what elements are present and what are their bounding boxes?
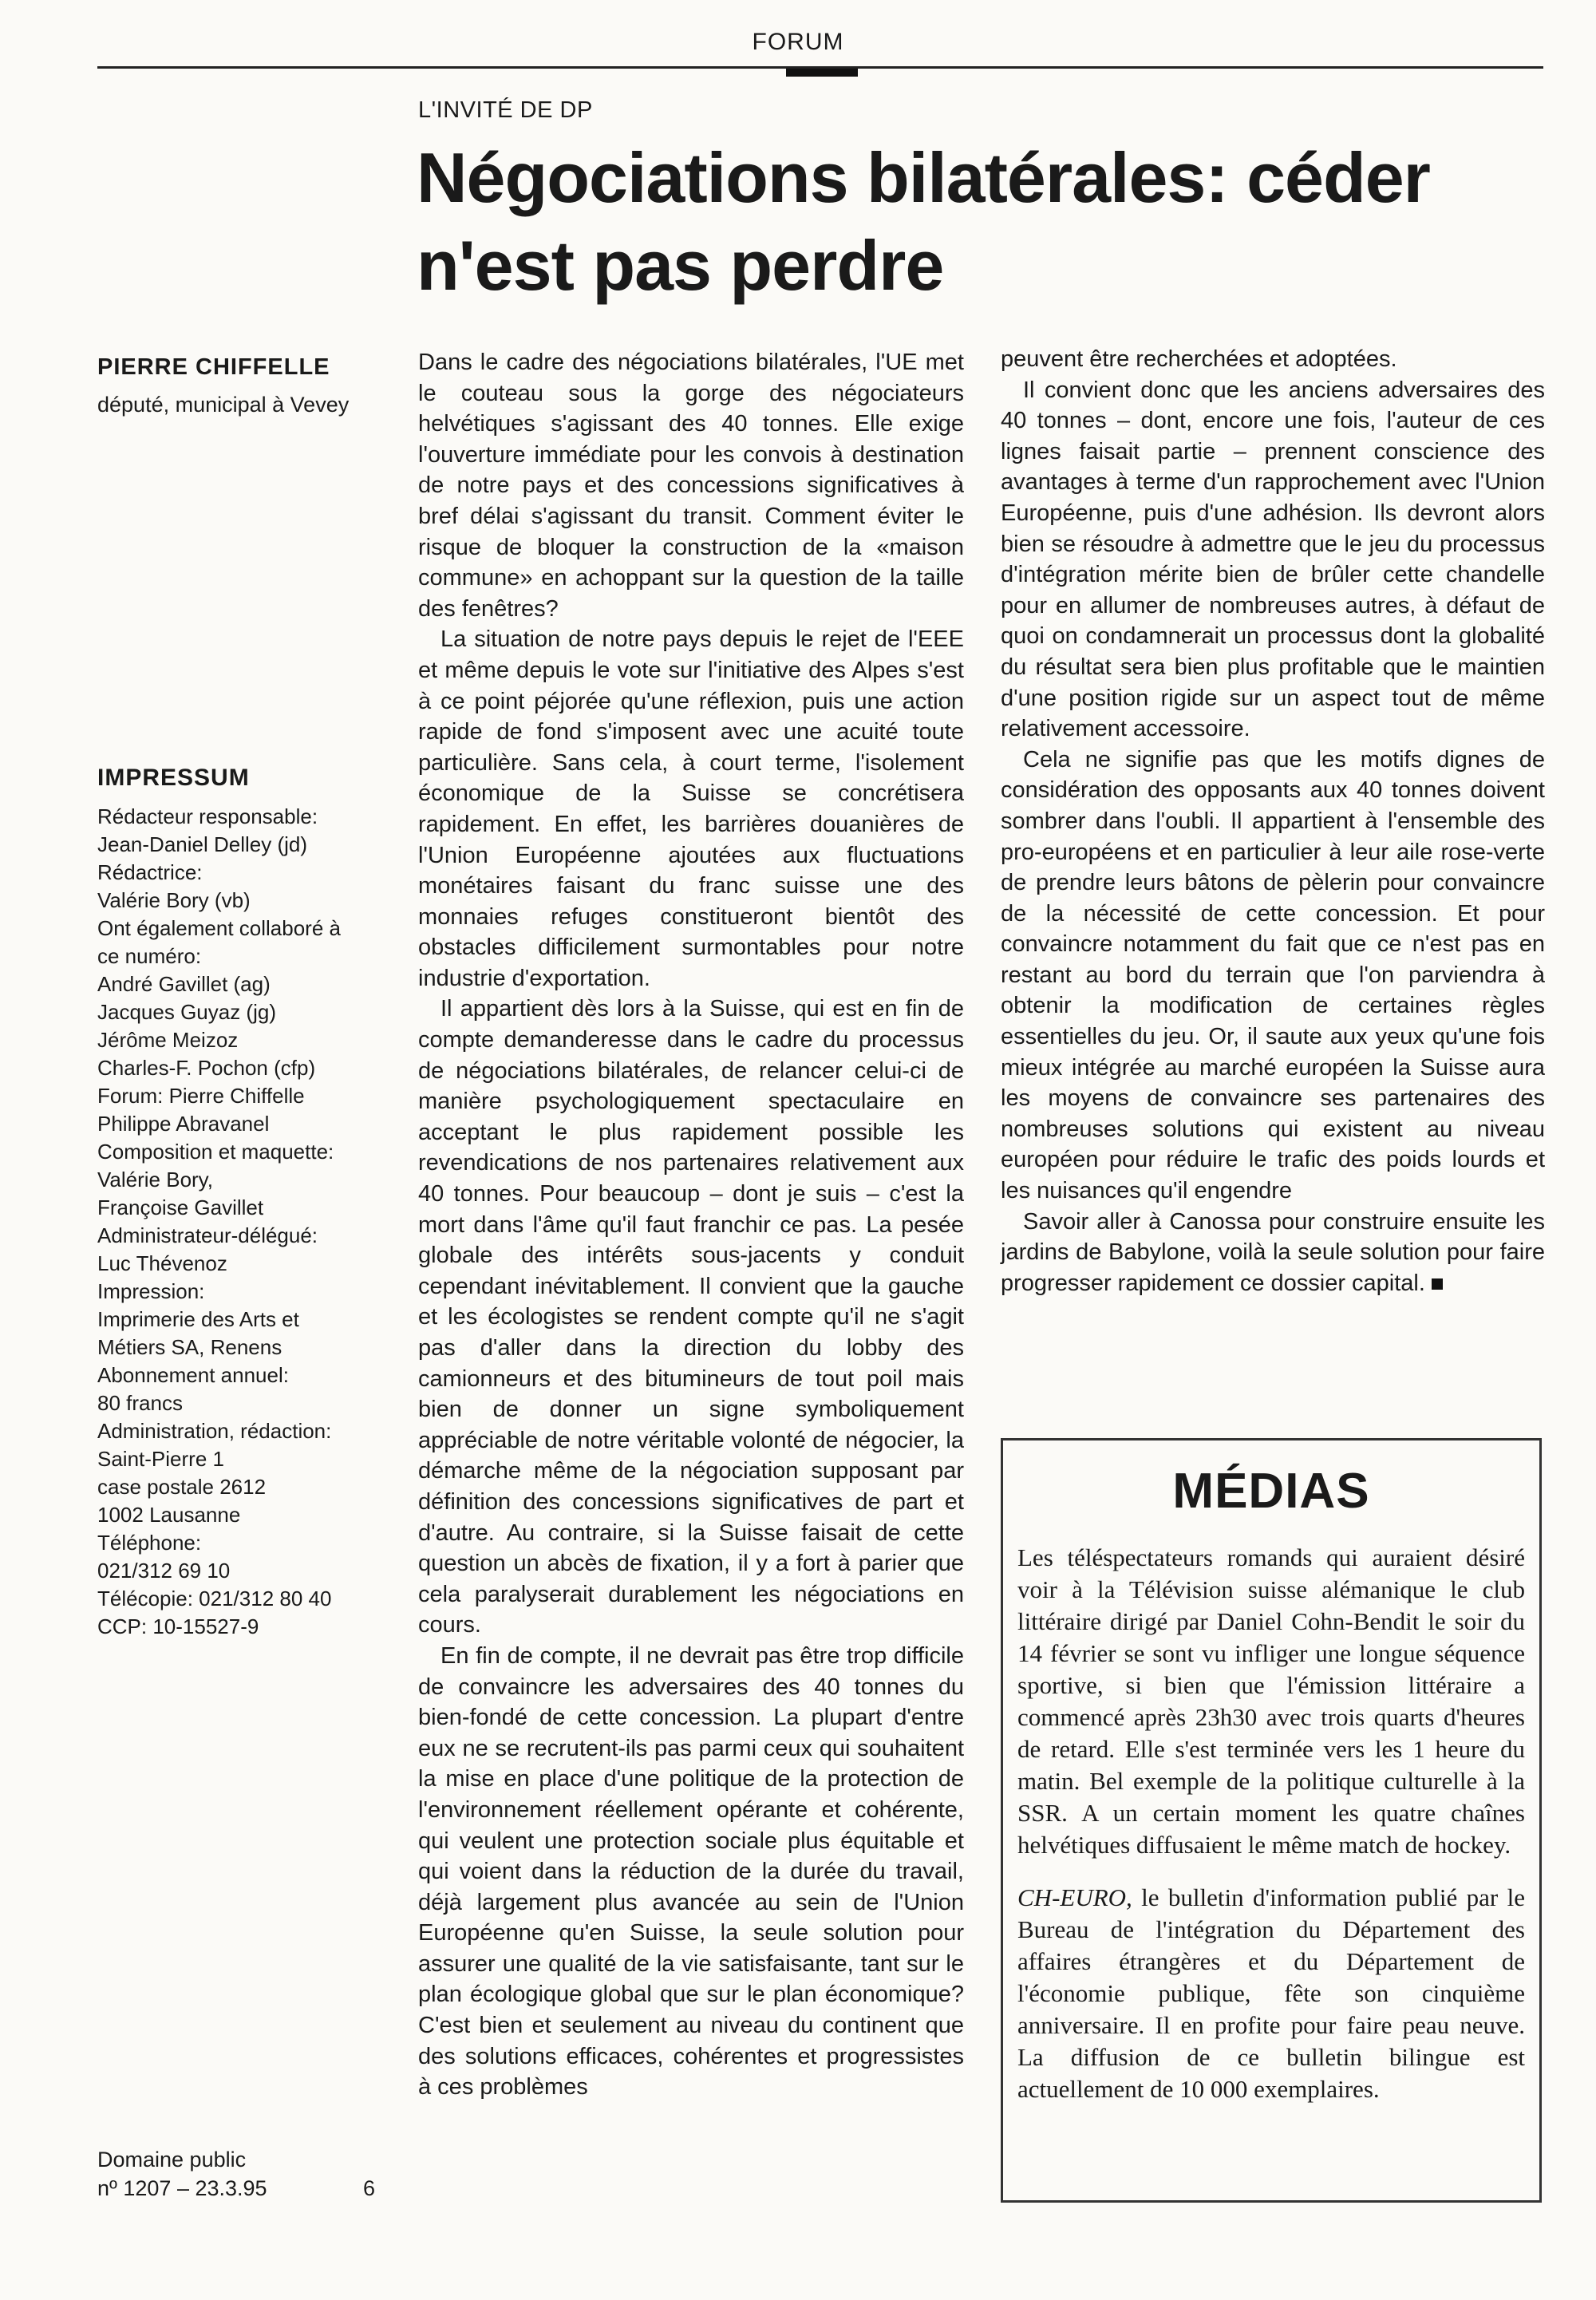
article-kicker: L'INVITÉ DE DP — [418, 97, 593, 123]
impressum-line: Métiers SA, Renens — [97, 1335, 282, 1359]
impressum-line: Jean-Daniel Delley (jd) — [97, 832, 307, 856]
impressum-line: Françoise Gavillet — [97, 1195, 264, 1219]
impressum-line: Forum: Pierre Chiffelle — [97, 1084, 305, 1108]
impressum-list — [97, 803, 401, 1641]
impressum-line: Luc Thévenoz — [97, 1251, 227, 1275]
medias-paragraph: Les téléspectateurs romands qui auraient désiré voir à la Télévision suisse alémanique le club littéraire dirigé par Daniel Cohn-Bendit le soir du 14 février se sont vu infliger une longue séquence sportive, si bien que l'émission littéraire a commencé après 23h30 avec trois quarts d'heures de retard. Elle s'est terminée vers les 1 heure du matin. Bel exemple de la politique culturelle à la SSR. A un certain moment les quatre chaînes helvétiques diffusaient le même match de hockey. — [1017, 1543, 1525, 1859]
impressum-line: Jérôme Meizoz — [97, 1028, 239, 1052]
article-paragraph: La situation de notre pays depuis le rejet de l'EEE et même depuis le vote sur l'initiative des Alpes s'est à ce point péjorée qu'une réflexion, puis une action rapide de fond s'imposent avec une acuité toute particulière. Sans cela, à court terme, l'isolement économique de la Suisse se concrétisera rapidement. En effet, les barrières douanières de l'Union Européenne ajoutées aux fluctuations monétaires faisant du franc suisse une des monnaies refuges constitueront bientôt des obstacles difficilement surmontables pour notre industrie d'exportation. — [418, 626, 964, 991]
article-paragraph: Il convient donc que les anciens adversaires des 40 tonnes – dont, encore une fois, l'auteur de ces lignes faisait partie – prennent conscience des avantages à terme d'un rapprochement avec l'Union Européenne, puis d'une adhésion. Ils devront alors bien se résoudre à admettre que le jeu du processus d'intégration mérite bien de brûler cette chandelle pour en allumer de nombreuses autres, à défaut de quoi on condamnerait un processus dont la globalité du résultat sera bien plus profitable que le maintien d'une position rigide sur un aspect tout de même relativement accessoire. — [1001, 377, 1545, 742]
medias-paragraph — [1017, 1882, 1525, 2105]
impressum-line: CCP: 10-15527-9 — [97, 1614, 259, 1638]
impressum-line: Télécopie: 021/312 80 40 — [97, 1587, 332, 1610]
impressum-line: Impression: — [97, 1279, 205, 1303]
end-mark-icon — [1432, 1278, 1443, 1290]
impressum-line: Valérie Bory, — [97, 1168, 213, 1191]
impressum-line: case postale 2612 — [97, 1475, 267, 1499]
section-marker — [786, 69, 858, 77]
article-paragraph: Il appartient dès lors à la Suisse, qui est en fin de compte demanderesse dans le cadre du processus de négociations bilatérales, de relancer celui-ci de manière psychologiquement spectaculaire en acceptant le plus rapidement possible les revendications de nos partenaires relativement aux 40 tonnes. Pour beaucoup – dont je suis – c'est la mort dans l'âme qu'il faut franchir ce pas. La pesée globale des intérêts sous-jacents y conduit cependant inévitablement. Il convient que la gauche et les écologistes se rendent compte qu'il ne s'agit pas d'aller dans la direction du lobby des camionneurs et des bitumineurs de tout poil mais bien de donner un signe symboliquement appréciable de notre véritable volonté de négocier, la démarche même de la négociation supposant par définition des concessions significatives de part et d'autre. Au contraire, si la Suisse faisait de cette question un abcès de fixation, il y a fort à parier que cela paralyserait durablement les négociations en cours. — [418, 996, 964, 1638]
impressum-line: Ont également collaboré à — [97, 916, 341, 940]
impressum-line: 1002 Lausanne — [97, 1503, 241, 1527]
article-column-2 — [1001, 344, 1545, 1298]
article-paragraph — [1001, 1207, 1545, 1299]
impressum-title: IMPRESSUM — [97, 765, 250, 791]
impressum-line: Charles-F. Pochon (cfp) — [97, 1056, 316, 1080]
impressum-line: Téléphone: — [97, 1531, 202, 1555]
impressum-line: Valérie Bory (vb) — [97, 888, 251, 912]
impressum-line: Composition et maquette: — [97, 1140, 334, 1164]
medias-paragraph-text: le bulletin d'information publié par le Bureau de l'intégration du Département des affaires étrangères et du Département de l'économie publique, fête son cinquième anniversaire. Il en profite pour faire peau neuve. La diffusion de ce bulletin bilingue est actuellement de 10 000 exemplaires. — [1017, 1883, 1525, 2103]
medias-box — [1001, 1438, 1542, 2203]
impressum-line: Rédacteur responsable: — [97, 804, 318, 828]
impressum-line: ce numéro: — [97, 944, 202, 968]
publication-name-italic: CH-EURO, — [1017, 1883, 1132, 1911]
impressum-line: Saint-Pierre 1 — [97, 1447, 224, 1471]
article-paragraph-text: Savoir aller à Canossa pour construire ensuite les jardins de Babylone, voilà la seule solution pour faire progresser rapidement ce dossier capital. — [1001, 1208, 1545, 1296]
article-paragraph: Dans le cadre des négociations bilatérales, l'UE met le couteau sous la gorge des négociateurs helvétiques s'agissant des 40 tonnes. Elle exige l'ouverture immédiate pour les convois à destination de notre pays et des concessions significatives à bref délai s'agissant du transit. Comment éviter le risque de bloquer la construction de la «maison commune» en achoppant sur la question de la taille des fenêtres? — [418, 350, 964, 622]
publication-name: Domaine public — [97, 2148, 247, 2172]
section-label: FORUM — [752, 29, 844, 55]
impressum-line: 80 francs — [97, 1391, 183, 1415]
author-name: PIERRE CHIFFELLE — [97, 354, 330, 380]
article-paragraph: Cela ne signifie pas que les motifs dignes de considération des opposants aux 40 tonnes doivent sombrer dans l'oubli. Il appartient à l'ensemble des pro-européens et en particulier à leur aile rose-verte de prendre leurs bâtons de pèlerin pour convaincre de la nécessité de cette concession. Et pour convaincre notamment du fait que ce n'est pas en restant au bord du terrain que l'on parviendra à obtenir la modification de certaines règles essentielles du jeu. Or, il saute aux yeux qu'une fois mieux intégrée au marché européen la Suisse aura les moyens de convaincre ses partenaires des nombreuses solutions qui existent au niveau européen pour réduire le trafic des poids lourds et les nuisances qu'il engendre — [1001, 746, 1545, 1204]
impressum-line: André Gavillet (ag) — [97, 972, 271, 996]
impressum-line: Abonnement annuel: — [97, 1363, 289, 1387]
impressum-line: Rédactrice: — [97, 860, 203, 884]
impressum-line: Administrateur-délégué: — [97, 1223, 318, 1247]
impressum-line: Administration, rédaction: — [97, 1419, 332, 1443]
medias-text — [1017, 1542, 1525, 2105]
impressum-line: Imprimerie des Arts et — [97, 1307, 299, 1331]
article-column-1 — [418, 347, 964, 2103]
page-number: 6 — [362, 2176, 375, 2200]
article-title: Négociations bilatérales: céder n'est pas perdre — [417, 138, 1430, 305]
impressum-line: Jacques Guyaz (jg) — [97, 1000, 276, 1024]
article-paragraph: peuvent être recherchées et adoptées. — [1001, 346, 1397, 372]
impressum-line: Philippe Abravanel — [97, 1112, 270, 1136]
page-footer — [97, 2145, 375, 2203]
article-paragraph: En fin de compte, il ne devrait pas être trop difficile de convaincre les adversaires des 40 tonnes du bien-fondé de cette concession. La plupart d'entre eux ne se recrutent-ils pas parmi ceux qui souhaitent la mise en place d'une politique de la protection de l'environnement réellement opérante et cohérente, qui veulent une protection sociale plus équitable et qui voient dans la réduction de la durée du travail, déjà largement plus avancée au sein de l'Union Européenne qu'en Suisse, la seule solution pour assurer une qualité de la vie satisfaisante, tant sur le plan écologique global que sur le plan économique? C'est bien et seulement au niveau du continent que des solutions efficaces, cohérentes et progressistes à ces problèmes — [418, 1642, 964, 2100]
impressum-line: 021/312 69 10 — [97, 1559, 231, 1583]
issue-info: nº 1207 – 23.3.95 — [97, 2176, 267, 2200]
medias-title: MÉDIAS — [1172, 1464, 1370, 1519]
author-role: député, municipal à Vevey — [97, 393, 350, 417]
